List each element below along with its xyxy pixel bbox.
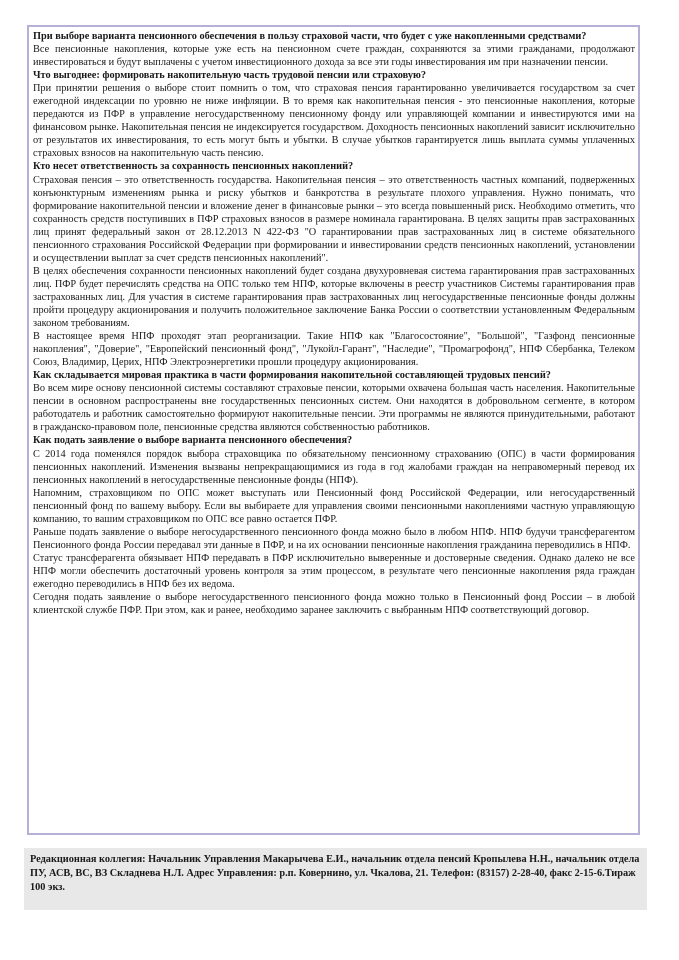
section-question: Что выгоднее: формировать накопительную часть трудовой пенсии или страховую?	[33, 70, 426, 82]
section-paragraph: Во всем мире основу пенсионной системы составляют страховые пенсии, которыми охвачена большая часть населения. Накопительные пенсии в основном распространены вне государственных пенсионных систем. Они находятся в добровольном сегменте, в котором работодатель и работник самостоятельно формируют накопительные пенсии. Эти программы не являются принудительными, работают в гражданско-правовом поле, пенсионные средства являются собственностью работников.	[33, 383, 635, 434]
section-paragraph: При принятии решения о выборе стоит помнить о том, что страховая пенсия гарантированно увеличивается государством за счет ежегодной индексации по уровню не ниже инфляции. В то время как накопительная пенсия - это пенсионные накопления, которые передаются из ПФР в управление негосударственному пенсионному фонду или управляющей компании и инвестируются ими на финансовом рынке. Накопительная пенсия не индексируется государством. Доходность пенсионных накоплений зависит исключительно от результатов их инвестирования, то есть могут быть и убытки. В случае убытков гарантируется лишь выплата суммы уплаченных страховых взносов на накопительную часть пенсию.	[33, 83, 635, 160]
section-savings-fate	[33, 30, 635, 69]
section-paragraph: Страховая пенсия – это ответственность государства. Накопительная пенсия – это ответственность частных компаний, подверженных конъюнктурным изменениям рынка и риску убытков и банкротства в результате плохого управления. Нужно понимать, что формирование накопительной пенсии и вложение денег в финансовые рынки – это всегда повышенный риск. Необходимо отметить, что сохранность средств поступивших в ПФР страховых взносов в размере номинала гарантирована. В целях защиты прав застрахованных лиц принят федеральный закон от 28.12.2013 N 422-ФЗ "О гарантировании прав застрахованных лиц в системе обязательного пенсионного страхования Российской Федерации при формировании и инвестировании средств пенсионных накоплений, установлении и осуществлении выплат за счет средств пенсионных накоплений".	[33, 174, 635, 264]
section-paragraph: Статус трансферагента обязывает НПФ передавать в ПФР исключительно выверенные и достоверные сведения. Однако далеко не все НПФ могли обеспечить достаточный уровень контроля за этим процессом, в результате чего пенсионные накопления ряда граждан ежегодно переводились в НПФ без их ведома.	[33, 552, 635, 590]
section-question: При выборе варианта пенсионного обеспечения в пользу страховой части, что будет с уже накопленными средствами?	[33, 31, 587, 42]
editorial-footer: Редакционная коллегия: Начальник Управления Макарычева Е.И., начальник отдела пенсий Кропылева Н.Н., начальник отдела ПУ, АСВ, ВС, ВЗ Складнева Н.Л. Адрес Управления: р.п. Ковернино, ул. Чкалова, 21. Телефон: (83157) 2-28-40, факс 2-15-6.Тираж 100 экз.	[24, 848, 647, 910]
section-paragraph: Все пенсионные накопления, которые уже есть на пенсионном счете граждан, сохраняются за этими гражданами, продолжают инвестироваться и будут выплачены с учетом инвестиционного дохода за все эти годы инвестирования им при назначении пенсии.	[33, 44, 635, 69]
section-paragraph: Напомним, страховщиком по ОПС может выступать или Пенсионный фонд Российской Федерации, или негосударственный пенсионный фонд по вашему выбору. Если вы выбираете для управления своими пенсионными накоплениями частную управляющую компанию, то вашим страховщиком по ОПС все равно остается ПФР.	[33, 487, 635, 525]
article-body	[33, 30, 635, 830]
section-world-practice	[33, 369, 635, 434]
section-what-is-better	[33, 69, 635, 160]
section-question: Как складывается мировая практика в части формирования накопительной составляющей трудовых пенсий?	[33, 370, 551, 382]
section-question: Как подать заявление о выборе варианта пенсионного обеспечения?	[33, 435, 353, 447]
section-paragraph: В целях обеспечения сохранности пенсионных накоплений будет создана двухуровневая система гарантирования прав застрахованных лиц. ПФР будет перечислять средства на ОПС только тем НПФ, которые включены в реестр участников Системы гарантирования прав застрахованных лиц. Для участия в системе гарантирования прав застрахованных лиц негосударственные пенсионные фонды должны пройти процедуру акционирования и получить положительное заключение Банка России о соответствии установленным Федеральным законом требованиям.	[33, 265, 635, 330]
section-how-to-apply	[33, 434, 635, 617]
section-paragraph: Раньше подать заявление о выборе негосударственного пенсионного фонда можно было в любом НПФ. НПФ будучи трансферагентом Пенсионного фонда России передавал эти данные в ПФР, и на их основании пенсионные накопления гражданина переводились в НПФ.	[33, 526, 635, 551]
section-question: Кто несет ответственность за сохранность пенсионных накоплений?	[33, 161, 354, 173]
section-paragraph: В настоящее время НПФ проходят этап реорганизации. Такие НПФ как "Благосостояние", "Большой", "Газфонд пенсионные накопления", "Доверие", "Европейский пенсионный фонд", "Лукойл-Гарант", "Наследие", "Промагрофонд", НПФ Сбербанка, Телеком Союз, Владимир, Церих, НПФ Электроэнергетики прошли процедуру акционирования.	[33, 331, 635, 369]
section-paragraph: Сегодня подать заявление о выборе негосударственного пенсионного фонда можно только в Пенсионный фонд России – в любой клиентской службе ПФР. При этом, как и ранее, необходимо заранее заключить с выбранным НПФ соответствующий договор.	[33, 592, 635, 617]
section-paragraph: С 2014 года поменялся порядок выбора страховщика по обязательному пенсионному страхованию (ОПС) в части формирования пенсионных накоплений. Изменения вызваны непрекращающимися из года в год жалобами граждан на неправомерный перевод их пенсионных накоплений в негосударственные пенсионные фонды (НПФ).	[33, 448, 635, 486]
section-responsibility	[33, 160, 635, 369]
